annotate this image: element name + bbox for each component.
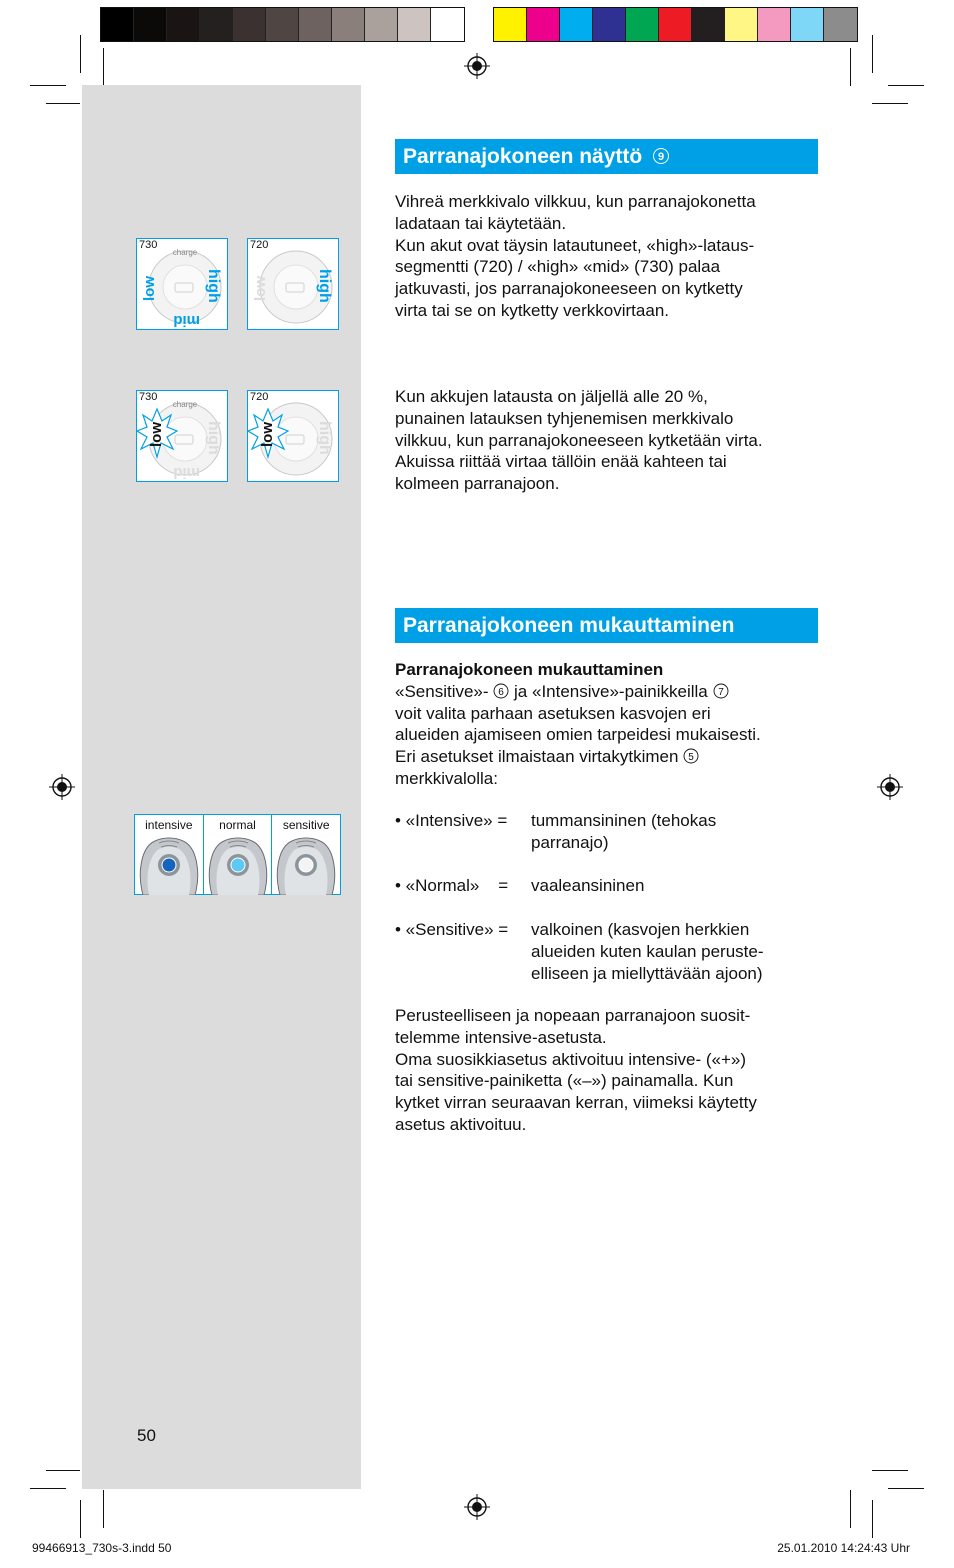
crop-mark: [850, 1490, 851, 1528]
color-swatch: [233, 8, 266, 41]
model-number: 720: [250, 391, 269, 403]
heading-text: Parranajokoneen mukauttaminen: [403, 614, 735, 637]
subheading: Parranajokoneen mukauttaminen: [395, 660, 664, 679]
text-line: merkkivalolla:: [395, 768, 498, 788]
high-label: high: [316, 269, 333, 303]
list-item: [395, 919, 820, 984]
mode-sensitive: [272, 815, 340, 894]
mode-label: intensive: [145, 818, 193, 832]
color-swatch: [824, 8, 857, 41]
crop-mark: [103, 1490, 104, 1528]
color-swatch: [659, 8, 692, 41]
text-line: kolmeen parranajoon.: [395, 474, 560, 494]
ref-number: 9: [658, 151, 665, 163]
text-line: telemme intensive-asetusta.: [395, 1027, 607, 1047]
text-line: [395, 746, 820, 768]
ref-number: 7: [717, 686, 724, 698]
color-calibration-bar: [100, 7, 858, 42]
color-swatch: [200, 8, 233, 41]
mid-label: mid: [173, 464, 200, 481]
indicator-light-icon: [299, 858, 313, 872]
text-line: alueiden ajamiseen omien tarpeidesi mukaisesti.: [395, 725, 761, 745]
color-swatch: [626, 8, 659, 41]
ref-number: 6: [498, 686, 505, 698]
registration-mark-icon: [464, 1494, 490, 1520]
text-line: segmentti (720) / «high» «mid» (730) palaa: [395, 257, 721, 277]
footer-timestamp: 25.01.2010 14:24:43 Uhr: [777, 1541, 910, 1555]
section-heading-personalize: [395, 608, 818, 643]
heading-text: Parranajokoneen näyttö: [403, 145, 643, 168]
crop-mark: [80, 35, 81, 73]
text-line: punainen latauksen tyhjenemisen merkkivalo: [395, 408, 734, 428]
registration-mark-icon: [877, 774, 903, 800]
ref-number-icon: [713, 683, 729, 699]
display-720-low: [247, 390, 339, 482]
crop-mark: [30, 85, 66, 86]
color-swatch: [167, 8, 200, 41]
text-line: Vihreä merkkivalo vilkkuu, kun parranajokonetta: [395, 192, 756, 211]
text-line: [395, 681, 820, 703]
color-swatch: [134, 8, 167, 41]
crop-mark: [103, 48, 104, 86]
text-line: jatkuvasti, jos parranajokoneeseen on kytketty: [395, 279, 743, 299]
color-swatch: [101, 8, 134, 41]
bullet-value: valkoinen (kasvojen herkkien: [531, 919, 750, 939]
model-number: 720: [250, 239, 269, 251]
mode-label: sensitive: [282, 818, 330, 832]
text-line: tai sensitive-painiketta («–») painamalla. Kun: [395, 1071, 734, 1091]
color-swatch: [299, 8, 332, 41]
page-number: 50: [137, 1426, 156, 1445]
color-swatch: [560, 8, 593, 41]
bullet-list: [395, 810, 820, 984]
high-label: high: [205, 269, 222, 303]
model-number: 730: [139, 239, 158, 251]
bullet-value: alueiden kuten kaulan peruste-: [531, 941, 764, 961]
color-swatch: [398, 8, 431, 41]
text-line: vilkkuu, kun parranajokoneeseen kytketään virta.: [395, 430, 763, 450]
bullet-label: • «Normal» =: [395, 876, 509, 896]
charge-label: charge: [172, 248, 198, 257]
mode-label: normal: [219, 818, 256, 832]
indicator-light-icon: [162, 858, 176, 872]
text-line: kytket virran seuraavan kerran, viimeksi käytetty: [395, 1093, 757, 1113]
paragraph-charging: [395, 191, 820, 322]
low-label: low: [252, 276, 269, 301]
text-line: Perusteelliseen ja nopeaan parranajoon suosit-: [395, 1006, 751, 1025]
registration-mark-icon: [464, 53, 490, 79]
bullet-value: vaaleansininen: [531, 876, 645, 896]
mode-illustration: [134, 814, 341, 895]
section-heading-display: [395, 139, 818, 174]
paragraph-low-battery: [395, 386, 820, 495]
color-swatch: [365, 8, 398, 41]
low-label: low: [148, 422, 165, 447]
crop-mark: [888, 1488, 924, 1489]
color-swatch: [332, 8, 365, 41]
text-line: Kun akkujen latausta on jäljellä alle 20 %,: [395, 387, 708, 406]
list-item: [395, 875, 820, 897]
color-swatch: [725, 8, 758, 41]
color-swatch: [593, 8, 626, 41]
bullet-value: elliseen ja miellyttävään ajoon): [531, 963, 763, 983]
indicator-light-icon: [231, 858, 245, 872]
crop-mark: [872, 1500, 873, 1538]
registration-mark-icon: [49, 774, 75, 800]
bullet-value: tummansininen (tehokas: [531, 811, 717, 830]
bullet-value: parranajo): [531, 832, 609, 852]
paragraph-personalize: [395, 659, 820, 790]
display-720-full: [247, 238, 339, 330]
text-line: asetus aktivoituu.: [395, 1114, 527, 1134]
color-swatch: [527, 8, 560, 41]
ref-number-icon: [493, 683, 509, 699]
crop-mark: [46, 103, 80, 104]
high-label: high: [316, 421, 333, 455]
charge-label: charge: [172, 400, 198, 409]
ref-number-icon: [683, 748, 699, 764]
text-line: ladataan tai käytetään.: [395, 213, 567, 233]
display-730-full: [136, 238, 228, 330]
color-swatches: [493, 7, 858, 42]
color-swatch: [266, 8, 299, 41]
text-fragment: Eri asetukset ilmaistaan virtakytkimen: [395, 747, 679, 767]
color-swatch: [692, 8, 725, 41]
model-number: 730: [139, 391, 158, 403]
crop-mark: [888, 85, 924, 86]
bullet-label: • «Intensive» =: [395, 811, 508, 830]
color-swatch: [791, 8, 824, 41]
color-swatch: [431, 8, 464, 41]
bullet-label: • «Sensitive» =: [395, 919, 509, 939]
paragraph-recommendation: [395, 1005, 820, 1136]
low-label: low: [141, 276, 158, 301]
high-label: high: [205, 421, 222, 455]
crop-mark: [872, 103, 908, 104]
mode-intensive: [135, 815, 204, 894]
low-label: low: [259, 422, 276, 447]
text-line: Akuissa riittää virtaa tällöin enää kahteen tai: [395, 452, 727, 472]
text-line: voit valita parhaan asetuksen kasvojen eri: [395, 703, 711, 723]
crop-mark: [872, 35, 873, 73]
ref-number-icon: [652, 147, 670, 165]
grayscale-swatches: [100, 7, 465, 42]
text-line: Kun akut ovat täysin latautuneet, «high»-lataus-: [395, 235, 755, 255]
mode-normal: [204, 815, 273, 894]
text-line: Oma suosikkiasetus aktivoituu intensive- («+»): [395, 1049, 747, 1069]
footer-file-info: 99466913_730s-3.indd 50: [32, 1541, 172, 1555]
text-fragment: «Sensitive»-: [395, 681, 489, 701]
crop-mark: [46, 1470, 80, 1471]
mid-label: mid: [173, 312, 200, 329]
crop-mark: [30, 1488, 66, 1489]
text-fragment: ja «Intensive»-painikkeilla: [514, 681, 708, 701]
color-swatch: [494, 8, 527, 41]
text-line: virta tai se on kytketty verkkovirtaan.: [395, 300, 669, 320]
color-swatch: [758, 8, 791, 41]
crop-mark: [850, 48, 851, 86]
list-item: [395, 810, 820, 854]
display-730-low: [136, 390, 228, 482]
ref-number: 5: [688, 752, 694, 764]
crop-mark: [80, 1500, 81, 1538]
crop-mark: [872, 1470, 908, 1471]
